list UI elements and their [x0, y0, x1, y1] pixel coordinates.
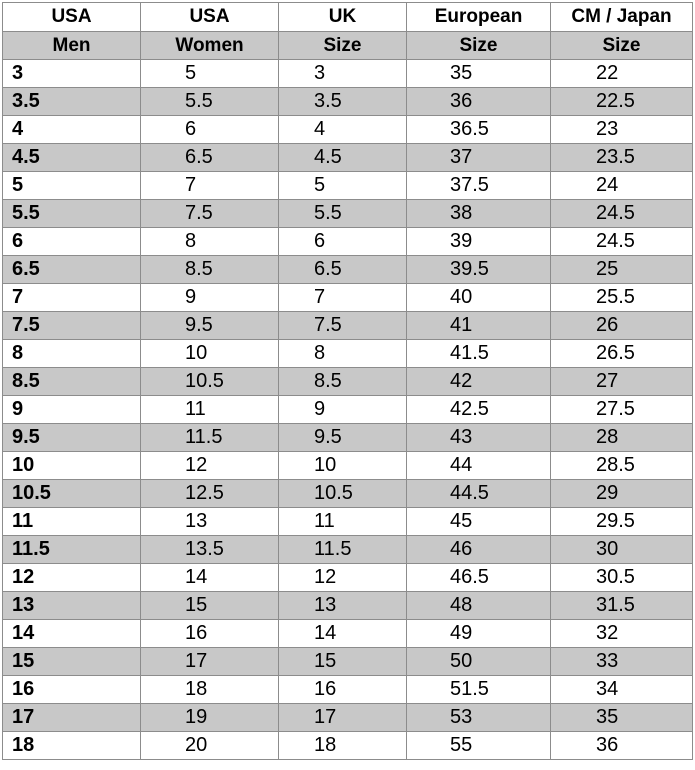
table-row: [3, 60, 693, 88]
uk-cell: 18: [279, 732, 407, 760]
european-cell: 39.5: [407, 256, 551, 284]
header-usa-men-bottom: Men: [3, 32, 141, 60]
cm-japan-cell: 34: [551, 676, 693, 704]
uk-cell: 14: [279, 620, 407, 648]
uk-cell: 17: [279, 704, 407, 732]
uk-cell: 4.5: [279, 144, 407, 172]
usa-men-cell: 9.5: [3, 424, 141, 452]
usa-men-cell: 8.5: [3, 368, 141, 396]
cm-japan-cell: 28: [551, 424, 693, 452]
cm-japan-cell: 27: [551, 368, 693, 396]
uk-cell: 5.5: [279, 200, 407, 228]
uk-cell: 15: [279, 648, 407, 676]
usa-men-cell: 9: [3, 396, 141, 424]
european-cell: 53: [407, 704, 551, 732]
usa-men-cell: 14: [3, 620, 141, 648]
uk-cell: 5: [279, 172, 407, 200]
usa-women-cell: 15: [141, 592, 279, 620]
table-row: [3, 452, 693, 480]
european-cell: 50: [407, 648, 551, 676]
european-cell: 36.5: [407, 116, 551, 144]
table-row: [3, 564, 693, 592]
cm-japan-cell: 29: [551, 480, 693, 508]
european-cell: 44: [407, 452, 551, 480]
header-cm-japan-bottom: Size: [551, 32, 693, 60]
table-row: [3, 284, 693, 312]
cm-japan-cell: 27.5: [551, 396, 693, 424]
uk-cell: 4: [279, 116, 407, 144]
european-cell: 46.5: [407, 564, 551, 592]
table-row: [3, 396, 693, 424]
table-row: [3, 620, 693, 648]
header-usa-men-top: USA: [3, 3, 141, 32]
shoe-size-conversion-table: [2, 2, 693, 760]
usa-men-cell: 13: [3, 592, 141, 620]
usa-women-cell: 18: [141, 676, 279, 704]
table-header: [3, 3, 693, 60]
european-cell: 46: [407, 536, 551, 564]
usa-men-cell: 7.5: [3, 312, 141, 340]
usa-men-cell: 5: [3, 172, 141, 200]
european-cell: 38: [407, 200, 551, 228]
uk-cell: 6.5: [279, 256, 407, 284]
european-cell: 36: [407, 88, 551, 116]
cm-japan-cell: 22: [551, 60, 693, 88]
european-cell: 42: [407, 368, 551, 396]
usa-men-cell: 8: [3, 340, 141, 368]
usa-men-cell: 4.5: [3, 144, 141, 172]
cm-japan-cell: 23: [551, 116, 693, 144]
usa-women-cell: 17: [141, 648, 279, 676]
european-cell: 45: [407, 508, 551, 536]
header-uk-bottom: Size: [279, 32, 407, 60]
cm-japan-cell: 24: [551, 172, 693, 200]
usa-men-cell: 11.5: [3, 536, 141, 564]
uk-cell: 11: [279, 508, 407, 536]
uk-cell: 3: [279, 60, 407, 88]
cm-japan-cell: 26.5: [551, 340, 693, 368]
usa-women-cell: 5: [141, 60, 279, 88]
cm-japan-cell: 22.5: [551, 88, 693, 116]
table-row: [3, 88, 693, 116]
table-row: [3, 200, 693, 228]
uk-cell: 8: [279, 340, 407, 368]
cm-japan-cell: 23.5: [551, 144, 693, 172]
table-row: [3, 312, 693, 340]
usa-women-cell: 9: [141, 284, 279, 312]
usa-men-cell: 16: [3, 676, 141, 704]
table-row: [3, 732, 693, 760]
usa-women-cell: 7: [141, 172, 279, 200]
european-cell: 48: [407, 592, 551, 620]
cm-japan-cell: 30: [551, 536, 693, 564]
usa-women-cell: 8.5: [141, 256, 279, 284]
table-row: [3, 256, 693, 284]
usa-women-cell: 16: [141, 620, 279, 648]
uk-cell: 16: [279, 676, 407, 704]
usa-men-cell: 11: [3, 508, 141, 536]
usa-women-cell: 13.5: [141, 536, 279, 564]
cm-japan-cell: 36: [551, 732, 693, 760]
cm-japan-cell: 30.5: [551, 564, 693, 592]
uk-cell: 7.5: [279, 312, 407, 340]
uk-cell: 10.5: [279, 480, 407, 508]
usa-women-cell: 11: [141, 396, 279, 424]
usa-women-cell: 6.5: [141, 144, 279, 172]
european-cell: 41.5: [407, 340, 551, 368]
cm-japan-cell: 24.5: [551, 200, 693, 228]
header-usa-women-bottom: Women: [141, 32, 279, 60]
table-body: [3, 60, 693, 760]
european-cell: 43: [407, 424, 551, 452]
header-cm-japan-top: CM / Japan: [551, 3, 693, 32]
uk-cell: 7: [279, 284, 407, 312]
european-cell: 41: [407, 312, 551, 340]
usa-women-cell: 12.5: [141, 480, 279, 508]
header-uk-top: UK: [279, 3, 407, 32]
table-row: [3, 228, 693, 256]
uk-cell: 3.5: [279, 88, 407, 116]
table-row: [3, 368, 693, 396]
uk-cell: 6: [279, 228, 407, 256]
usa-women-cell: 20: [141, 732, 279, 760]
usa-men-cell: 10.5: [3, 480, 141, 508]
usa-men-cell: 5.5: [3, 200, 141, 228]
uk-cell: 12: [279, 564, 407, 592]
usa-men-cell: 10: [3, 452, 141, 480]
usa-women-cell: 8: [141, 228, 279, 256]
table-row: [3, 480, 693, 508]
european-cell: 40: [407, 284, 551, 312]
header-european-bottom: Size: [407, 32, 551, 60]
usa-men-cell: 15: [3, 648, 141, 676]
european-cell: 35: [407, 60, 551, 88]
table-row: [3, 340, 693, 368]
header-row-top: [3, 3, 693, 32]
usa-men-cell: 7: [3, 284, 141, 312]
usa-women-cell: 13: [141, 508, 279, 536]
usa-men-cell: 18: [3, 732, 141, 760]
usa-men-cell: 12: [3, 564, 141, 592]
usa-women-cell: 7.5: [141, 200, 279, 228]
european-cell: 49: [407, 620, 551, 648]
table-row: [3, 508, 693, 536]
european-cell: 39: [407, 228, 551, 256]
cm-japan-cell: 25.5: [551, 284, 693, 312]
header-european-top: European: [407, 3, 551, 32]
usa-women-cell: 12: [141, 452, 279, 480]
usa-women-cell: 9.5: [141, 312, 279, 340]
header-usa-women-top: USA: [141, 3, 279, 32]
table-row: [3, 592, 693, 620]
table-row: [3, 648, 693, 676]
table-row: [3, 536, 693, 564]
usa-men-cell: 3: [3, 60, 141, 88]
cm-japan-cell: 35: [551, 704, 693, 732]
header-row-bottom: [3, 32, 693, 60]
european-cell: 42.5: [407, 396, 551, 424]
uk-cell: 9: [279, 396, 407, 424]
cm-japan-cell: 32: [551, 620, 693, 648]
table-row: [3, 116, 693, 144]
table-row: [3, 144, 693, 172]
usa-men-cell: 6: [3, 228, 141, 256]
table-row: [3, 424, 693, 452]
usa-men-cell: 3.5: [3, 88, 141, 116]
cm-japan-cell: 28.5: [551, 452, 693, 480]
usa-women-cell: 14: [141, 564, 279, 592]
uk-cell: 11.5: [279, 536, 407, 564]
european-cell: 44.5: [407, 480, 551, 508]
uk-cell: 13: [279, 592, 407, 620]
cm-japan-cell: 31.5: [551, 592, 693, 620]
usa-men-cell: 17: [3, 704, 141, 732]
european-cell: 37: [407, 144, 551, 172]
cm-japan-cell: 24.5: [551, 228, 693, 256]
cm-japan-cell: 33: [551, 648, 693, 676]
usa-men-cell: 4: [3, 116, 141, 144]
european-cell: 55: [407, 732, 551, 760]
cm-japan-cell: 25: [551, 256, 693, 284]
usa-women-cell: 19: [141, 704, 279, 732]
usa-women-cell: 5.5: [141, 88, 279, 116]
table-row: [3, 676, 693, 704]
cm-japan-cell: 26: [551, 312, 693, 340]
table-row: [3, 704, 693, 732]
usa-women-cell: 11.5: [141, 424, 279, 452]
uk-cell: 10: [279, 452, 407, 480]
uk-cell: 9.5: [279, 424, 407, 452]
cm-japan-cell: 29.5: [551, 508, 693, 536]
usa-women-cell: 10: [141, 340, 279, 368]
usa-women-cell: 10.5: [141, 368, 279, 396]
usa-men-cell: 6.5: [3, 256, 141, 284]
uk-cell: 8.5: [279, 368, 407, 396]
usa-women-cell: 6: [141, 116, 279, 144]
table-row: [3, 172, 693, 200]
european-cell: 37.5: [407, 172, 551, 200]
european-cell: 51.5: [407, 676, 551, 704]
